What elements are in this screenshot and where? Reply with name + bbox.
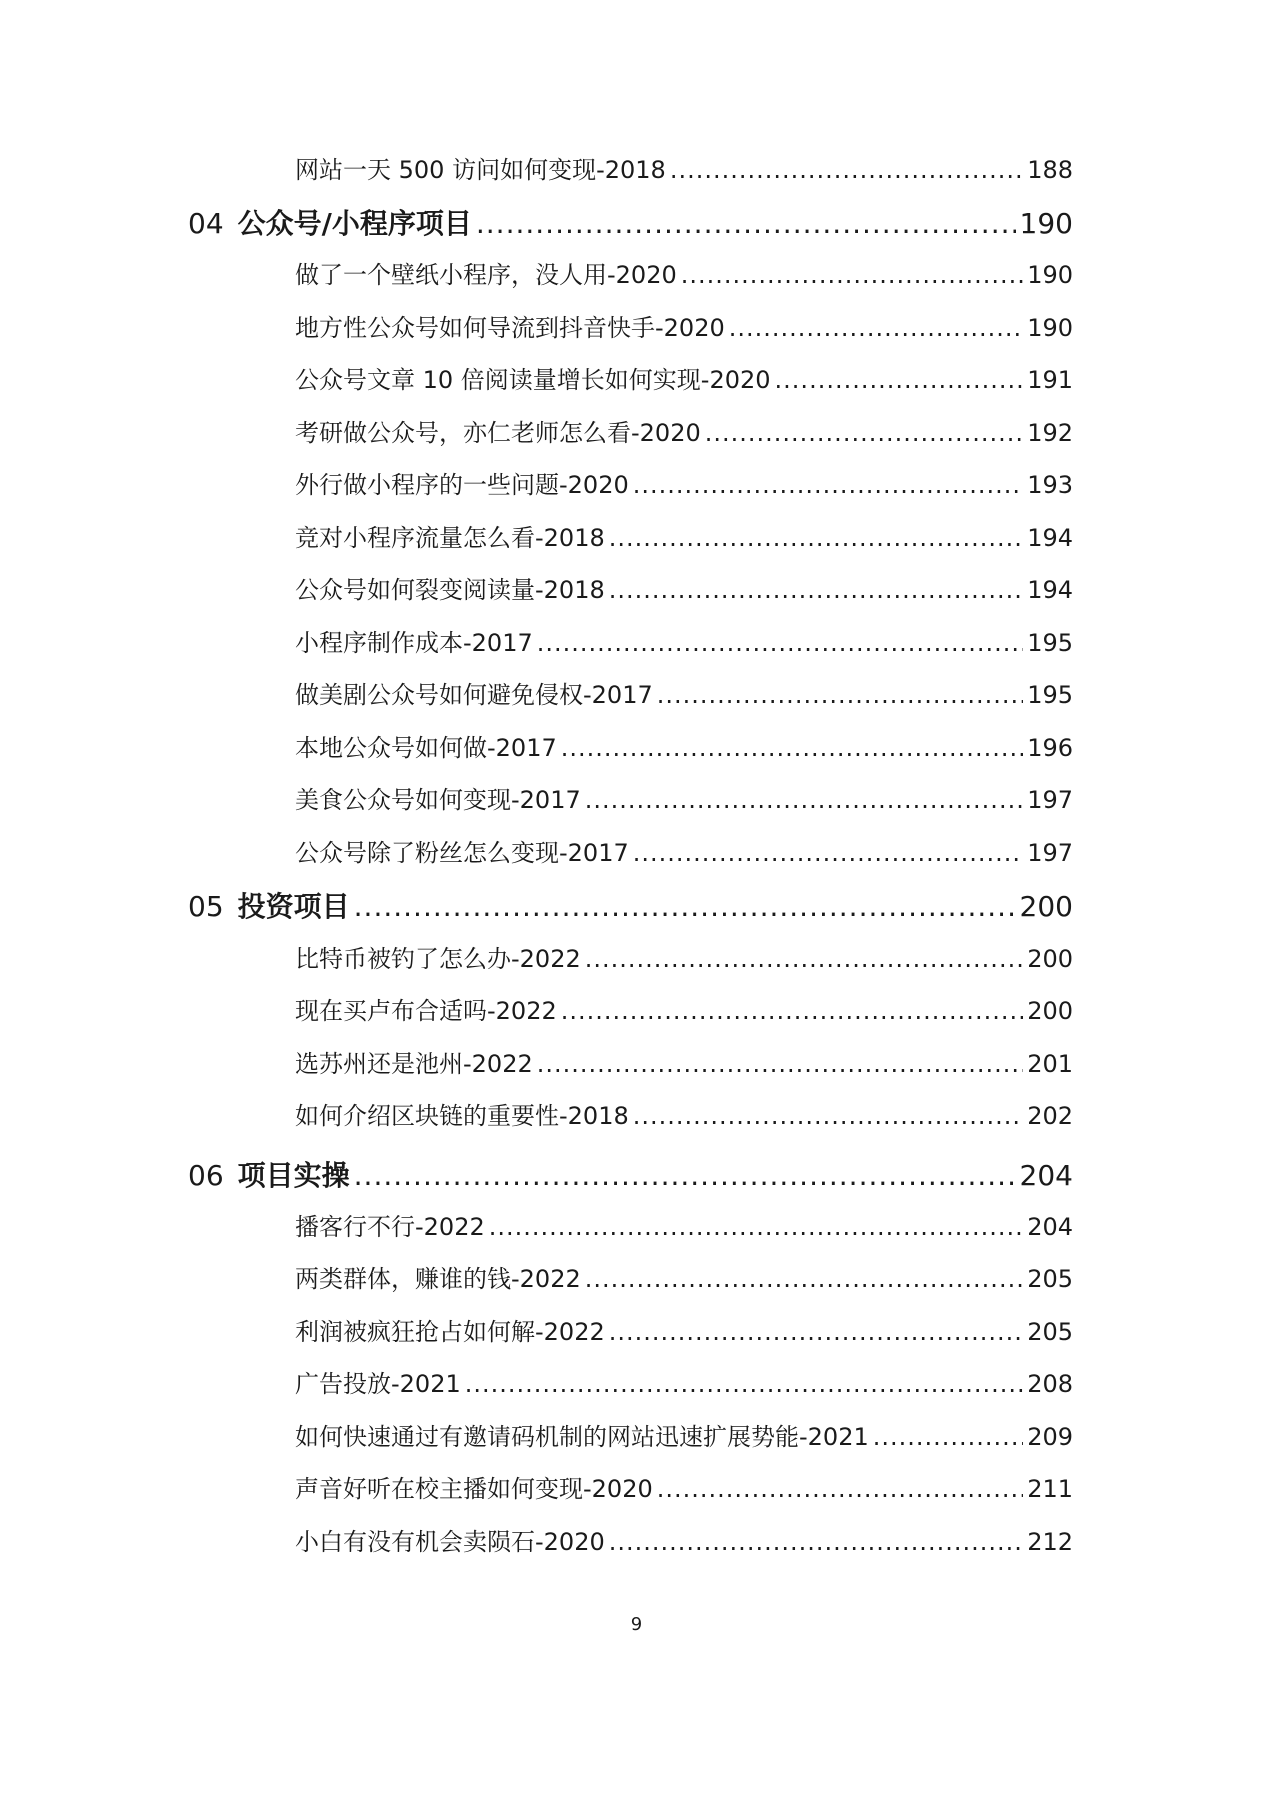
dot-leader [354,886,1016,928]
toc-entry-title: 考研做公众号，亦仁老师怎么看-2020 [295,419,701,447]
toc-entry-page: 190 [1027,261,1073,289]
toc-entry-page: 197 [1027,839,1073,867]
toc-section-page: 190 [1019,207,1073,240]
toc-entry-page: 196 [1027,734,1073,762]
toc-entry[interactable] [295,467,1073,503]
toc-section[interactable] [188,1155,1073,1197]
toc-entry-page: 205 [1027,1265,1073,1293]
dot-leader [585,1261,1023,1297]
dot-leader [609,1314,1023,1350]
dot-leader [873,1419,1023,1455]
toc-entry-title: 播客行不行-2022 [295,1213,485,1241]
dot-leader [489,1209,1023,1245]
toc-entry-title: 网站一天 500 访问如何变现-2018 [295,156,666,184]
dot-leader [633,467,1023,503]
toc-entry[interactable] [295,1209,1073,1245]
toc-entry-page: 201 [1027,1050,1073,1078]
toc-entry-title: 如何快速通过有邀请码机制的网站迅速扩展势能-2021 [295,1423,869,1451]
toc-entry-page: 202 [1027,1102,1073,1130]
toc-section-title: 项目实操 [237,1159,350,1192]
toc-entry-title: 公众号如何裂变阅读量-2018 [295,576,605,604]
toc-entry-page: 192 [1027,419,1073,447]
toc-entry-page: 200 [1027,997,1073,1025]
toc-section-title: 公众号/小程序项目 [237,207,472,240]
toc-section-number: 05 [188,890,224,923]
toc-entry-title: 外行做小程序的一些问题-2020 [295,471,629,499]
toc-entry-page: 195 [1027,681,1073,709]
toc-entry[interactable] [295,941,1073,977]
toc-entry[interactable] [295,993,1073,1029]
toc-section-number: 06 [188,1159,224,1192]
toc-entry-title: 声音好听在校主播如何变现-2020 [295,1475,653,1503]
toc-entry[interactable] [295,1046,1073,1082]
dot-leader [537,625,1023,661]
dot-leader [657,1471,1023,1507]
toc-entry-page: 195 [1027,629,1073,657]
toc-entry-title: 美食公众号如何变现-2017 [295,786,581,814]
toc-entry[interactable] [295,1261,1073,1297]
toc-section[interactable] [188,203,1073,245]
dot-leader [681,257,1023,293]
dot-leader [657,677,1023,713]
dot-leader [561,730,1023,766]
toc-entry-page: 188 [1027,156,1073,184]
toc-entry-title: 竞对小程序流量怎么看-2018 [295,524,605,552]
toc-entry-title: 公众号除了粉丝怎么变现-2017 [295,839,629,867]
toc-entry-page: 209 [1027,1423,1073,1451]
toc-entry-title: 做了一个壁纸小程序，没人用-2020 [295,261,677,289]
toc-entry[interactable] [295,835,1073,871]
toc-entry-page: 204 [1027,1213,1073,1241]
toc-entry[interactable] [295,415,1073,451]
toc-entry-title: 公众号文章 10 倍阅读量增长如何实现-2020 [295,366,771,394]
dot-leader [465,1366,1023,1402]
toc-entry[interactable] [295,1314,1073,1350]
toc-section-title: 投资项目 [237,890,350,923]
toc-entry[interactable] [295,1098,1073,1134]
toc-entry-title: 广告投放-2021 [295,1370,461,1398]
toc-entry[interactable] [295,572,1073,608]
toc-entry-title: 选苏州还是池州-2022 [295,1050,533,1078]
dot-leader [354,1155,1016,1197]
toc-entry-page: 194 [1027,524,1073,552]
toc-entry-title: 小程序制作成本-2017 [295,629,533,657]
toc-entry-page: 193 [1027,471,1073,499]
toc-entry[interactable] [295,152,1073,188]
toc-entry[interactable] [295,1524,1073,1560]
toc-entry[interactable] [295,1366,1073,1402]
dot-leader [609,1524,1023,1560]
toc-entry-title: 比特币被钓了怎么办-2022 [295,945,581,973]
toc-entry-page: 194 [1027,576,1073,604]
dot-leader [537,1046,1023,1082]
dot-leader [609,520,1023,556]
toc-section-page: 200 [1019,890,1073,923]
toc-entry-page: 200 [1027,945,1073,973]
toc-entry-title: 做美剧公众号如何避免侵权-2017 [295,681,653,709]
toc-entry-page: 197 [1027,786,1073,814]
toc-entry-title: 利润被疯狂抢占如何解-2022 [295,1318,605,1346]
toc-entry[interactable] [295,520,1073,556]
toc-entry-page: 191 [1027,366,1073,394]
toc-entry[interactable] [295,362,1073,398]
toc-entry-page: 212 [1027,1528,1073,1556]
dot-leader [775,362,1024,398]
toc-section[interactable] [188,886,1073,928]
toc-entry[interactable] [295,257,1073,293]
toc-entry[interactable] [295,310,1073,346]
toc-entry-title: 如何介绍区块链的重要性-2018 [295,1102,629,1130]
toc-entry[interactable] [295,625,1073,661]
toc-section-page: 204 [1019,1159,1073,1192]
dot-leader [609,572,1023,608]
toc-entry-title: 现在买卢布合适吗-2022 [295,997,557,1025]
dot-leader [585,941,1023,977]
toc-entry-title: 两类群体，赚谁的钱-2022 [295,1265,581,1293]
toc-entry[interactable] [295,1419,1073,1455]
dot-leader [585,782,1023,818]
dot-leader [476,203,1016,245]
dot-leader [705,415,1023,451]
dot-leader [561,993,1023,1029]
dot-leader [633,835,1023,871]
page-number: 9 [630,1614,643,1635]
toc-entry[interactable] [295,782,1073,818]
toc-entry[interactable] [295,1471,1073,1507]
dot-leader [633,1098,1023,1134]
toc-section-number: 04 [188,207,224,240]
toc-entry-title: 本地公众号如何做-2017 [295,734,557,762]
toc-entry[interactable] [295,730,1073,766]
dot-leader [670,152,1023,188]
toc-entry-page: 208 [1027,1370,1073,1398]
toc-entry-title: 小白有没有机会卖陨石-2020 [295,1528,605,1556]
toc-entry-title: 地方性公众号如何导流到抖音快手-2020 [295,314,725,342]
toc-entry-page: 205 [1027,1318,1073,1346]
toc-entry-page: 190 [1027,314,1073,342]
toc-entry[interactable] [295,677,1073,713]
dot-leader [729,310,1023,346]
toc-entry-page: 211 [1027,1475,1073,1503]
